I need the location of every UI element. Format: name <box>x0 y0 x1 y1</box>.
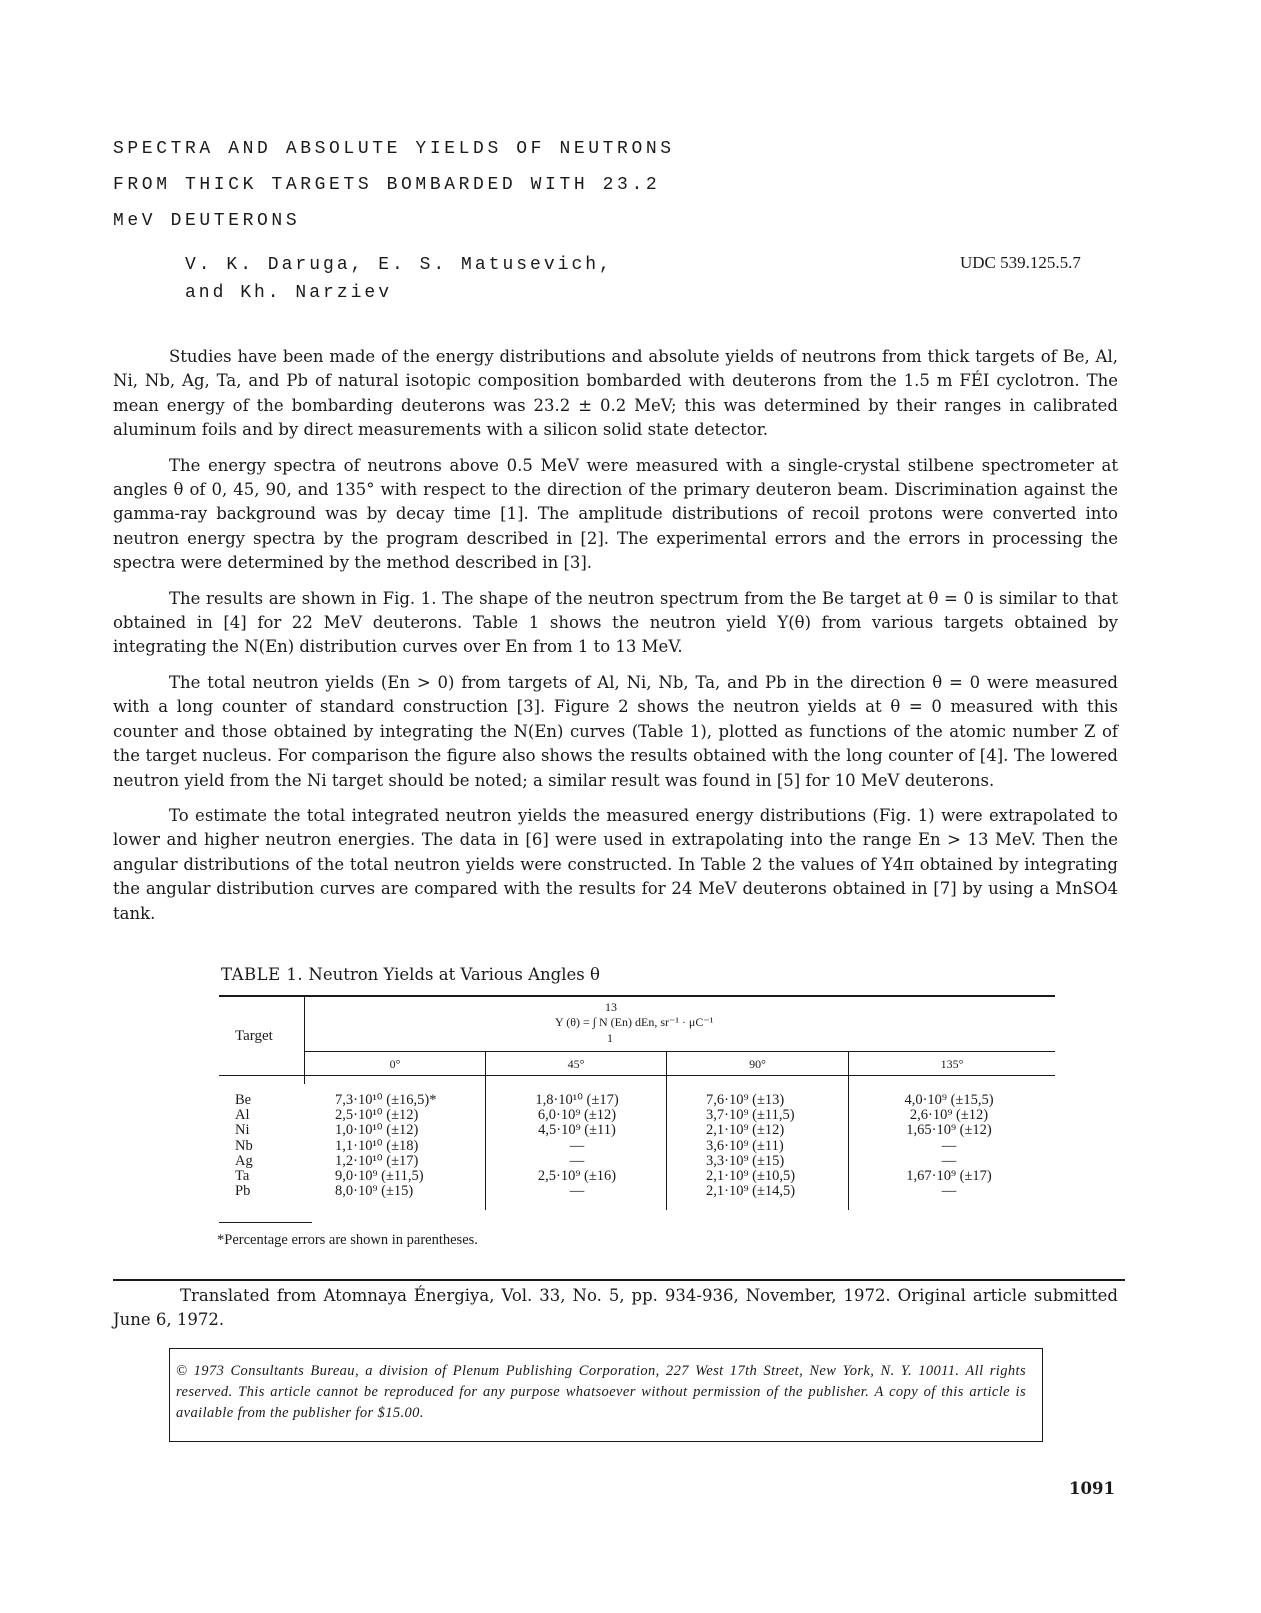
integral-expression: Y (θ) = ∫ N (En) dEn, sr⁻¹ · μC⁻¹ <box>555 1015 714 1029</box>
yield-cell: 2,5·10⁹ (±16) <box>537 1167 617 1184</box>
article-body <box>113 345 1118 937</box>
page-number: 1091 <box>1069 1479 1115 1498</box>
yield-cell: 7,3·10¹⁰ (±16,5)* <box>335 1092 437 1108</box>
yield-cell: 2,6·10⁹ (±12) <box>909 1107 989 1124</box>
yield-cell: 2,1·10⁹ (±10,5) <box>706 1167 796 1184</box>
body-paragraph: The total neutron yields (En > 0) from targets of Al, Ni, Nb, Ta, and Pb in the direction θ = 0 were measured with a long counter of standard construction [3]. Figure 2 shows the neutron yields at θ = 0 measured with this counter and those obtained by integrating the N(En) curves (Table 1), plotted as functions of the atomic number Z of the target nucleus. For comparison the figure also shows the results obtained with the long counter of [4]. The lowered neutron yield from the Ni target should be noted; a similar result was found in [5] for 10 MeV deuterons. <box>113 672 1118 790</box>
target-cell: Nb <box>235 1137 253 1154</box>
yield-cell: 3,7·10⁹ (±11,5) <box>706 1107 795 1124</box>
body-paragraph: The results are shown in Fig. 1. The shape of the neutron spectrum from the Be target at θ = 0 is similar to that obtained in [4] for 22 MeV deuterons. Table 1 shows the neutron yield Y(θ) from various targets obtained by integrating the N(En) distribution curves over En from 1 to 13 MeV. <box>113 588 1118 657</box>
target-cell: Be <box>235 1092 252 1108</box>
yield-column-45 <box>507 1093 647 1199</box>
translation-note: Translated from Atomnaya Énergiya, Vol. 33, No. 5, pp. 934-936, November, 1972. Original article submitted June 6, 1972. <box>113 1286 1118 1329</box>
target-cell: Ni <box>235 1122 250 1139</box>
yield-cell: 1,67·10⁹ (±17) <box>906 1167 992 1184</box>
yield-cell: — <box>941 1183 957 1200</box>
translation-rule <box>113 1279 1125 1281</box>
target-cell: Ag <box>235 1152 253 1169</box>
angle-header-135: 135° <box>940 1057 964 1071</box>
target-cell: Ta <box>235 1167 250 1184</box>
author-line: V. K. Daruga, E. S. Matusevich, <box>185 255 613 275</box>
column-divider <box>848 1052 849 1210</box>
column-divider <box>485 1052 486 1210</box>
yield-cell: 8,0·10⁹ (±15) <box>335 1183 414 1200</box>
author-list <box>185 251 613 307</box>
yield-cell: — <box>569 1183 585 1200</box>
yield-cell: — <box>941 1137 957 1154</box>
table-top-rule <box>219 995 1055 997</box>
table-label: TABLE 1. <box>221 965 304 984</box>
yield-column-90 <box>706 1093 795 1199</box>
body-paragraph: To estimate the total integrated neutron yields the measured energy distributions (Fig. 1) were extrapolated to lower and higher neutron energies. The data in [6] were used in extrapolating into the range En > 13 MeV. Then the angular distributions of the total neutron yields were constructed. In Table 2 the values of Y4π obtained by integrating the angular distribution curves are compared with the results for 24 MeV deuterons obtained in [7] by using a MnSO4 tank. <box>113 805 1118 923</box>
yield-cell: 1,0·10¹⁰ (±12) <box>335 1122 419 1139</box>
table-caption <box>221 965 600 984</box>
target-cell: Pb <box>235 1183 251 1200</box>
angle-header-90: 90° <box>749 1057 766 1071</box>
yield-cell: 1,1·10¹⁰ (±18) <box>335 1137 419 1154</box>
yield-cell: 7,6·10⁹ (±13) <box>706 1092 785 1108</box>
table-footnote: *Percentage errors are shown in parentheses. <box>217 1232 478 1248</box>
yield-cell: 1,8·10¹⁰ (±17) <box>535 1092 619 1108</box>
article-title <box>113 131 913 239</box>
angle-header-45: 45° <box>567 1057 585 1071</box>
yield-column-0 <box>335 1093 436 1199</box>
yield-cell: 1,65·10⁹ (±12) <box>906 1122 992 1139</box>
yield-column-135 <box>874 1093 1024 1199</box>
yield-cell: — <box>569 1137 585 1154</box>
author-line: and Kh. Narziev <box>185 283 393 303</box>
yield-cell: 2,5·10¹⁰ (±12) <box>335 1107 419 1124</box>
yield-cell: 2,1·10⁹ (±12) <box>706 1122 785 1139</box>
yield-cell: — <box>569 1152 585 1169</box>
integral-lower-limit: 1 <box>607 1031 613 1045</box>
body-paragraph: The energy spectra of neutrons above 0.5 MeV were measured with a single-crystal stilbene spectrometer at angles θ of 0, 45, 90, and 135° with respect to the direction of the primary deuteron beam. Discrimination against the gamma-ray background was by decay time [1]. The amplitude distributions of recoil protons were converted into neutron energy spectra by the program described in [2]. The experimental errors and the errors in processing the spectra were determined by the method described in [3]. <box>113 455 1118 573</box>
footnote-rule <box>219 1222 312 1223</box>
title-line: SPECTRA AND ABSOLUTE YIELDS OF NEUTRONS <box>113 139 675 159</box>
header-mid-rule <box>305 1051 1055 1052</box>
yield-cell: 4,5·10⁹ (±11) <box>538 1122 616 1139</box>
yield-cell: — <box>941 1152 957 1169</box>
neutron-yield-table <box>219 995 1055 1214</box>
target-column-header: Target <box>235 1028 273 1044</box>
target-column <box>235 1093 253 1199</box>
yield-cell: 6,0·10⁹ (±12) <box>537 1107 617 1124</box>
yield-cell: 4,0·10⁹ (±15,5) <box>904 1092 994 1108</box>
integral-upper-limit: 13 <box>605 1000 617 1014</box>
target-cell: Al <box>235 1107 250 1124</box>
udc-code: UDC 539.125.5.7 <box>960 253 1081 272</box>
yield-cell: 2,1·10⁹ (±14,5) <box>706 1183 796 1200</box>
angle-header-0: 0° <box>389 1057 401 1071</box>
table-caption-text: Neutron Yields at Various Angles θ <box>308 965 600 984</box>
yield-cell: 1,2·10¹⁰ (±17) <box>335 1152 419 1169</box>
body-paragraph: Studies have been made of the energy distributions and absolute yields of neutrons from thick targets of Be, Al, Ni, Nb, Ag, Ta, and Pb of natural isotopic composition bombarded with deuterons from the 1.5 m FÉI cyclotron. The mean energy of the bombarding deuterons was 23.2 ± 0.2 MeV; this was determined by their ranges in calibrated aluminum foils and by direct measurements with a silicon solid state detector. <box>113 347 1118 440</box>
title-line: FROM THICK TARGETS BOMBARDED WITH 23.2 <box>113 175 661 195</box>
yield-cell: 3,3·10⁹ (±15) <box>706 1152 785 1169</box>
copyright-notice: © 1973 Consultants Bureau, a division of Plenum Publishing Corporation, 227 West 17th Street, New York, N. Y. 10011. All rights reserved. This article cannot be reproduced for any purpose whatsoever without permission of the publisher. A copy of this article is available from the publisher for $15.00. <box>176 1363 1026 1421</box>
title-line: MeV DEUTERONS <box>113 211 301 231</box>
header-bottom-rule <box>219 1075 1055 1076</box>
column-divider <box>666 1052 667 1210</box>
yield-cell: 9,0·10⁹ (±11,5) <box>335 1167 424 1184</box>
yield-cell: 3,6·10⁹ (±11) <box>706 1137 784 1154</box>
